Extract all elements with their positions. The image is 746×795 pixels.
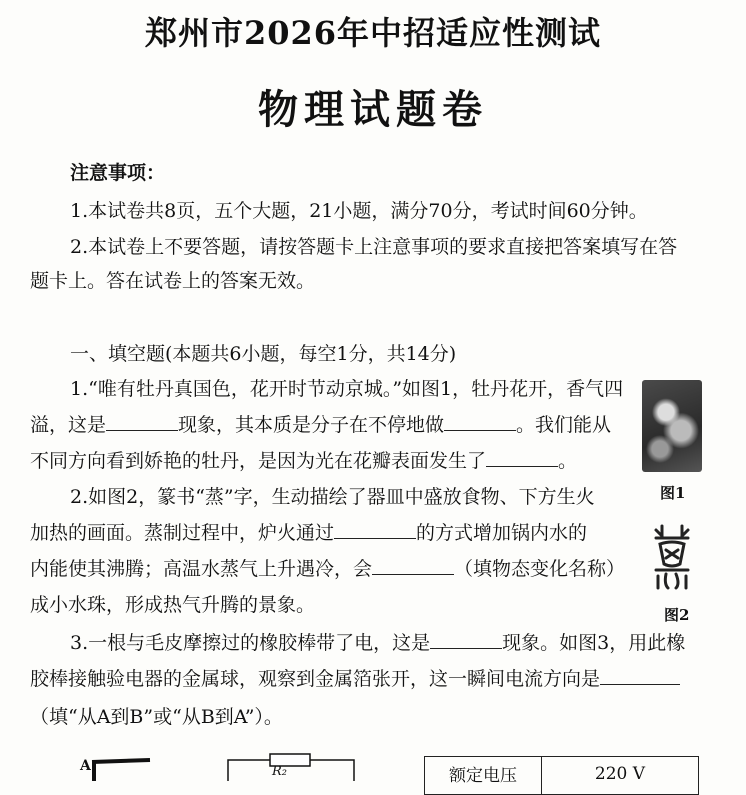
figure-2-caption: 图2 [664, 606, 690, 624]
answer-blank[interactable] [430, 630, 502, 649]
q2-text-c: 内能使其沸腾；高温水蒸气上升遇冷，会 [30, 558, 373, 580]
notice-item-2-cont: 题卡上。答在试卷上的答案无效。 [30, 270, 316, 292]
question-3-line-3: （填“从A到B”或“从B到A”）。 [30, 706, 283, 728]
answer-blank[interactable] [486, 448, 558, 467]
q1-text-c: 。我们能从 [516, 414, 612, 436]
q3-text-c: 胶棒接触验电器的金属球，观察到金属箔张开，这一瞬间电流方向是 [30, 668, 601, 690]
q3-text-a: 3.一根与毛皮摩擦过的橡胶棒带了电，这是 [70, 632, 431, 654]
circuit-diagram [226, 750, 356, 781]
q3-text-b: 现象。如图3，用此橡 [502, 632, 686, 654]
notice-item-2: 2.本试卷上不要答题，请按答题卡上注意事项的要求直接把答案填写在答 [70, 236, 678, 258]
answer-blank[interactable] [372, 556, 454, 575]
question-3-line-2 [30, 666, 680, 692]
q1-text-d: 不同方向看到娇艳的牡丹，是因为光在花瓣表面发生了 [30, 450, 487, 472]
section-heading: 一、填空题(本题共6小题，每空1分，共14分) [70, 343, 457, 365]
spec-table [424, 756, 699, 795]
q1-text-a: 溢，这是 [30, 414, 107, 436]
figure-3-label-a: A [80, 758, 91, 774]
answer-blank[interactable] [106, 412, 178, 431]
table-row [425, 757, 699, 795]
figure-1-caption: 图1 [660, 484, 686, 502]
question-2-line-4: 成小水珠，形成热气升腾的景象。 [30, 594, 316, 616]
q2-text-a: 加热的画面。蒸制过程中，炉火通过 [30, 522, 335, 544]
spec-value-cell: 220 V [542, 757, 699, 795]
question-1-line-2 [30, 412, 611, 438]
q1-text-b: 现象，其本质是分子在不停地做 [178, 414, 445, 436]
notice-item-1: 1.本试卷共8页，五个大题，21小题，满分70分，考试时间60分钟。 [70, 200, 648, 222]
question-1-line-3 [30, 448, 577, 474]
notice-heading: 注意事项： [70, 162, 166, 184]
exam-subtitle: 物理试题卷 [258, 86, 488, 133]
exam-title: 郑州市2026年中招适应性测试 [144, 14, 602, 52]
q1-text-e: 。 [558, 450, 578, 472]
question-3-line-1 [70, 630, 685, 656]
question-1-line-1: 1.“唯有牡丹真国色，花开时节动京城。”如图1，牡丹花开，香气四 [70, 378, 624, 400]
question-2-line-3 [30, 556, 625, 582]
peony-photo [642, 380, 702, 472]
answer-blank[interactable] [444, 412, 516, 431]
q2-text-d: （填物态变化名称） [454, 558, 626, 580]
question-2-line-2 [30, 520, 587, 546]
answer-blank[interactable] [334, 520, 416, 539]
spec-label-cell: 额定电压 [425, 757, 542, 795]
q2-text-b: 的方式增加锅内水的 [416, 522, 588, 544]
answer-blank[interactable] [600, 666, 680, 685]
resistor-label: R₂ [272, 764, 287, 779]
question-2-line-1: 2.如图2，篆书“蒸”字，生动描绘了器皿中盛放食物、下方生火 [70, 486, 595, 508]
seal-script-character-icon [650, 522, 694, 592]
electroscope-diagram [88, 756, 158, 781]
